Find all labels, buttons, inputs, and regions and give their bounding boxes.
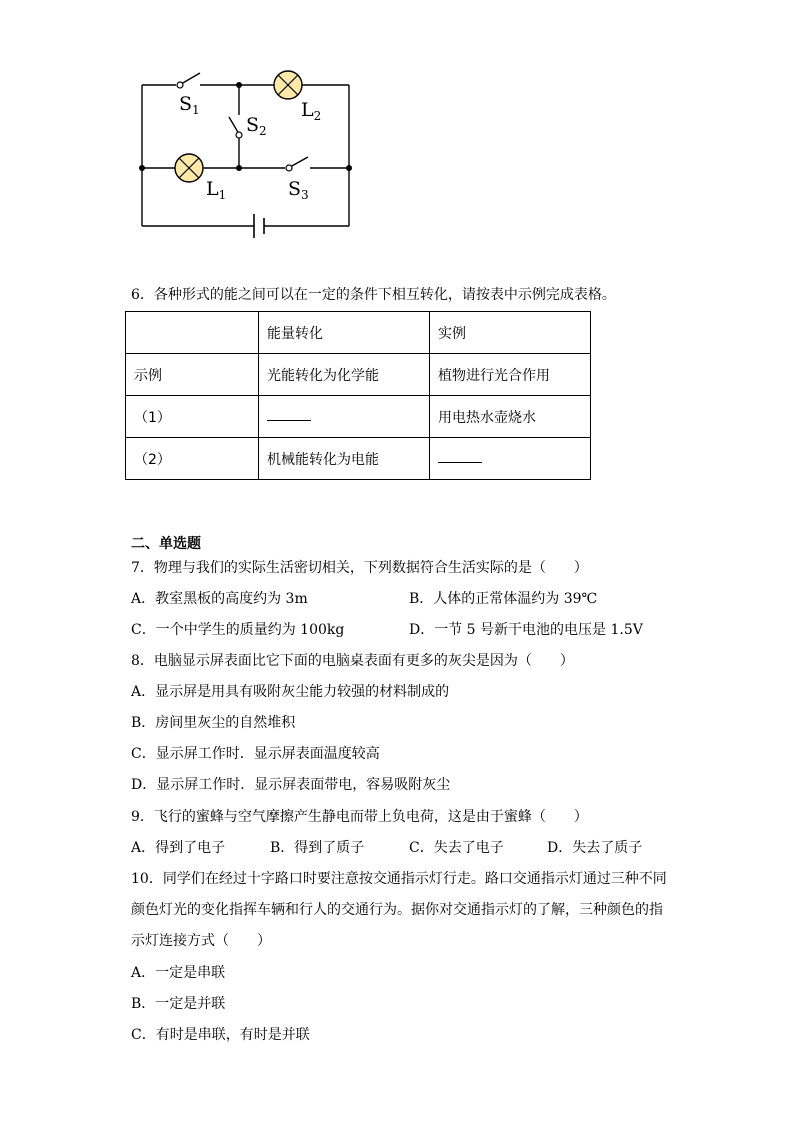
q8-stem: 8．电脑显示屏表面比它下面的电脑桌表面有更多的灰尖是因为（ ） xyxy=(131,653,574,669)
q7-stem: 7．物理与我们的实际生活密切相关，下列数据符合生活实际的是（ ） xyxy=(131,560,588,576)
junction-dot xyxy=(236,165,242,171)
switch-s3-blade xyxy=(290,157,308,167)
label-s3: $S_3$ xyxy=(288,178,309,202)
table-cell: （1） xyxy=(126,396,259,438)
section-title: 二、单选题 xyxy=(131,536,201,552)
label-l2: $L_2$ xyxy=(301,99,322,123)
answer-blank-cell[interactable] xyxy=(259,396,430,438)
q8-option-d[interactable]: D．显示屏工作时．显示屏表面带电，容易吸附灰尘 xyxy=(131,777,451,793)
q9-stem: 9．飞行的蜜蜂与空气摩擦产生静电而带上负电荷，这是由于蜜蜂（ ） xyxy=(131,809,588,825)
q9-option-b[interactable]: B．得到了质子 xyxy=(270,840,365,856)
q8-option-a[interactable]: A．显示屏是用具有吸附灰尘能力较强的材料制成的 xyxy=(131,684,450,700)
junction-dot xyxy=(139,165,145,171)
table-cell: 示例 xyxy=(126,354,259,396)
table-cell xyxy=(126,312,259,354)
table-row xyxy=(126,354,591,396)
q8-option-b[interactable]: B．房间里灰尘的自然堆积 xyxy=(131,715,296,731)
q7-option-b[interactable]: B．人体的正常体温约为 39℃ xyxy=(409,591,598,607)
switch-s1-blade xyxy=(181,73,200,84)
junction-dot xyxy=(346,165,352,171)
q10-stem-line-1: 10．同学们在经过十字路口时要注意按交通指示灯行走。路口交通指示灯通过三种不同 xyxy=(131,871,667,887)
table-cell: 机械能转化为电能 xyxy=(259,438,430,480)
lamp-l2-icon xyxy=(274,71,302,99)
q10-stem-line-3: 示灯连接方式（ ） xyxy=(131,933,271,949)
answer-blank[interactable] xyxy=(438,450,482,463)
answer-blank-cell[interactable] xyxy=(430,438,591,480)
table-cell: （2） xyxy=(126,438,259,480)
q6-stem: 6．各种形式的能之间可以在一定的条件下相互转化，请按表中示例完成表格。 xyxy=(131,287,616,303)
q9-option-d[interactable]: D．失去了质子 xyxy=(547,840,643,856)
lamp-l1-icon xyxy=(175,154,203,182)
table-row xyxy=(126,396,591,438)
label-s2: $S_2$ xyxy=(246,114,267,138)
table-cell: 用电热水壶烧水 xyxy=(430,396,591,438)
switch-s2-blade xyxy=(229,117,239,134)
q10-stem-line-2: 颜色灯光的变化指挥车辆和行人的交通行为。据你对交通指示灯的了解，三种颜色的指 xyxy=(131,902,663,918)
table-cell: 能量转化 xyxy=(259,312,430,354)
answer-blank[interactable] xyxy=(267,408,311,421)
table-header-row xyxy=(126,312,591,354)
label-l1: $L_1$ xyxy=(206,178,227,202)
q9-option-a[interactable]: A．得到了电子 xyxy=(131,840,226,856)
q7-option-a[interactable]: A．教室黑板的高度约为 3m xyxy=(131,591,308,607)
table-cell: 光能转化为化学能 xyxy=(259,354,430,396)
table-row xyxy=(126,438,591,480)
label-s1: $S_1$ xyxy=(179,93,200,117)
circuit-diagram xyxy=(0,0,794,260)
q7-option-c[interactable]: C．一个中学生的质量约为 100kg xyxy=(131,622,345,638)
table-cell: 实例 xyxy=(430,312,591,354)
energy-conversion-table xyxy=(125,311,591,480)
junction-dot xyxy=(236,82,242,88)
table-cell: 植物进行光合作用 xyxy=(430,354,591,396)
q9-option-c[interactable]: C．失去了电子 xyxy=(409,840,504,856)
q10-option-b[interactable]: B．一定是并联 xyxy=(131,996,226,1012)
q7-option-d[interactable]: D．一节 5 号新干电池的电压是 1.5V xyxy=(409,622,643,638)
q10-option-a[interactable]: A．一定是串联 xyxy=(131,965,226,981)
q8-option-c[interactable]: C．显示屏工作时．显示屏表面温度较高 xyxy=(131,746,380,762)
q10-option-c[interactable]: C．有时是串联，有时是并联 xyxy=(131,1027,310,1043)
